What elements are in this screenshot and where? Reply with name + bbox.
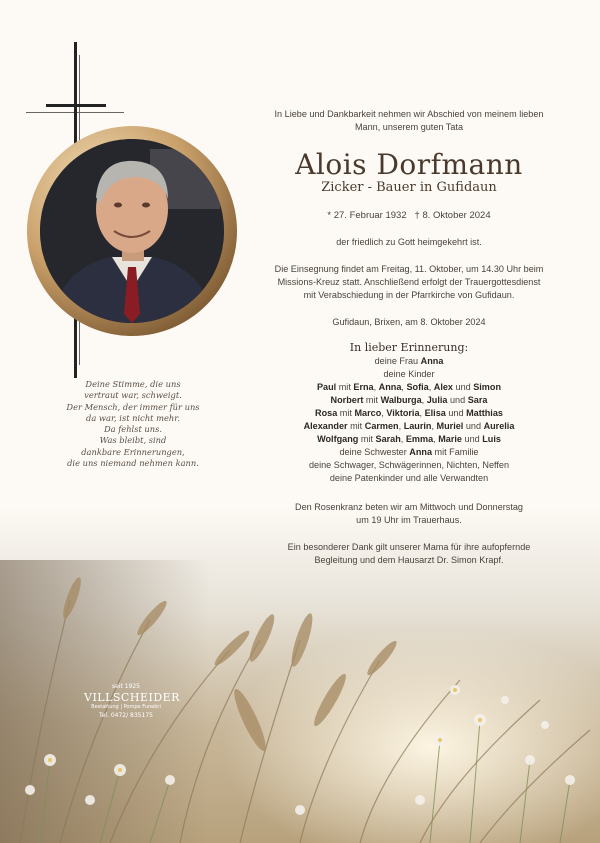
verse-line: vertraut war, schweigt. [84, 390, 182, 401]
obituary-text [236, 108, 582, 567]
birth-date: * 27. Februar 1932 [327, 210, 407, 221]
deceased-subtitle: Zicker - Bauer in Gufidaun [321, 180, 497, 195]
deceased-name: Alois Dorfmann [295, 148, 523, 181]
funeral-line: Missions-Kreuz statt. Anschließend erfolgt der Trauergottesdienst [277, 277, 541, 287]
cross-horizontal [46, 104, 106, 107]
family-children: deine Kinder [383, 369, 435, 379]
verse-line: da war, ist nicht mehr. [86, 412, 180, 423]
intro-line: Mann, unserem guten Tata [354, 122, 463, 132]
intro-line: In Liebe und Dankbarkeit nehmen wir Abschied von meinem lieben [274, 109, 544, 119]
family-row: Wolfgang mit Sarah, Emma, Marie und Luis [317, 434, 501, 444]
family-godchildren: deine Patenkinder und alle Verwandten [329, 473, 489, 483]
logo-tagline: Bestattung | Pompe Funebri [91, 704, 161, 710]
verse-line: dankbare Erinnerungen, [81, 446, 185, 457]
family-row: Paul mit Erna, Anna, Sofia, Alex und Simon [316, 382, 502, 392]
funeral-line: Die Einsegnung findet am Freitag, 11. Oktober, um 14.30 Uhr beim [274, 264, 544, 274]
verse-line: Der Mensch, der immer für uns [66, 401, 200, 412]
verse-line: Was bleibt, sind [99, 435, 167, 446]
memorial-verse [40, 379, 226, 469]
thanks-line: Begleitung und dem Hausarzt Dr. Simon Krapf. [314, 555, 504, 565]
family-wife: deine Frau Anna [374, 356, 444, 366]
family-row: Alexander mit Carmen, Laurin, Muriel und Aurelia [303, 421, 515, 431]
funeral-home-logo [84, 683, 180, 720]
place-date: Gufidaun, Brixen, am 8. Oktober 2024 [332, 317, 486, 327]
memory-title: In lieber Erinnerung: [349, 341, 469, 354]
rosary-line: um 19 Uhr im Trauerhaus. [356, 515, 462, 525]
family-row: Norbert mit Walburga, Julia und Sara [330, 395, 488, 405]
portrait-illustration [40, 139, 224, 323]
thanks-line: Ein besonderer Dank gilt unserer Mama für ihre aufopfernde [287, 542, 531, 552]
funeral-line: mit Verabschiedung in der Pfarrkirche von Gufidaun. [303, 290, 515, 300]
family-row: Rosa mit Marco, Viktoria, Elisa und Matthias [315, 408, 503, 418]
verse-line: die uns niemand nehmen kann. [67, 458, 199, 469]
logo-name: VILLSCHEIDER [84, 691, 180, 704]
family-sister: deine Schwester Anna mit Familie [339, 447, 479, 457]
departed-line: der friedlich zu Gott heimgekehrt ist. [336, 237, 482, 247]
verse-line: Da fehlst uns. [103, 424, 163, 435]
rosary-line: Den Rosenkranz beten wir am Mittwoch und Donnerstag [295, 502, 523, 512]
verse-line: Deine Stimme, die uns [85, 379, 181, 389]
logo-since: seit 1925 [111, 683, 140, 690]
logo-phone: Tel. 0472/ 835175 [99, 712, 153, 719]
family-inlaws: deine Schwager, Schwägerinnen, Nichten, Neffen [308, 460, 510, 470]
life-dates [236, 209, 582, 222]
portrait-photo [40, 139, 224, 323]
death-date: † 8. Oktober 2024 [414, 210, 491, 221]
